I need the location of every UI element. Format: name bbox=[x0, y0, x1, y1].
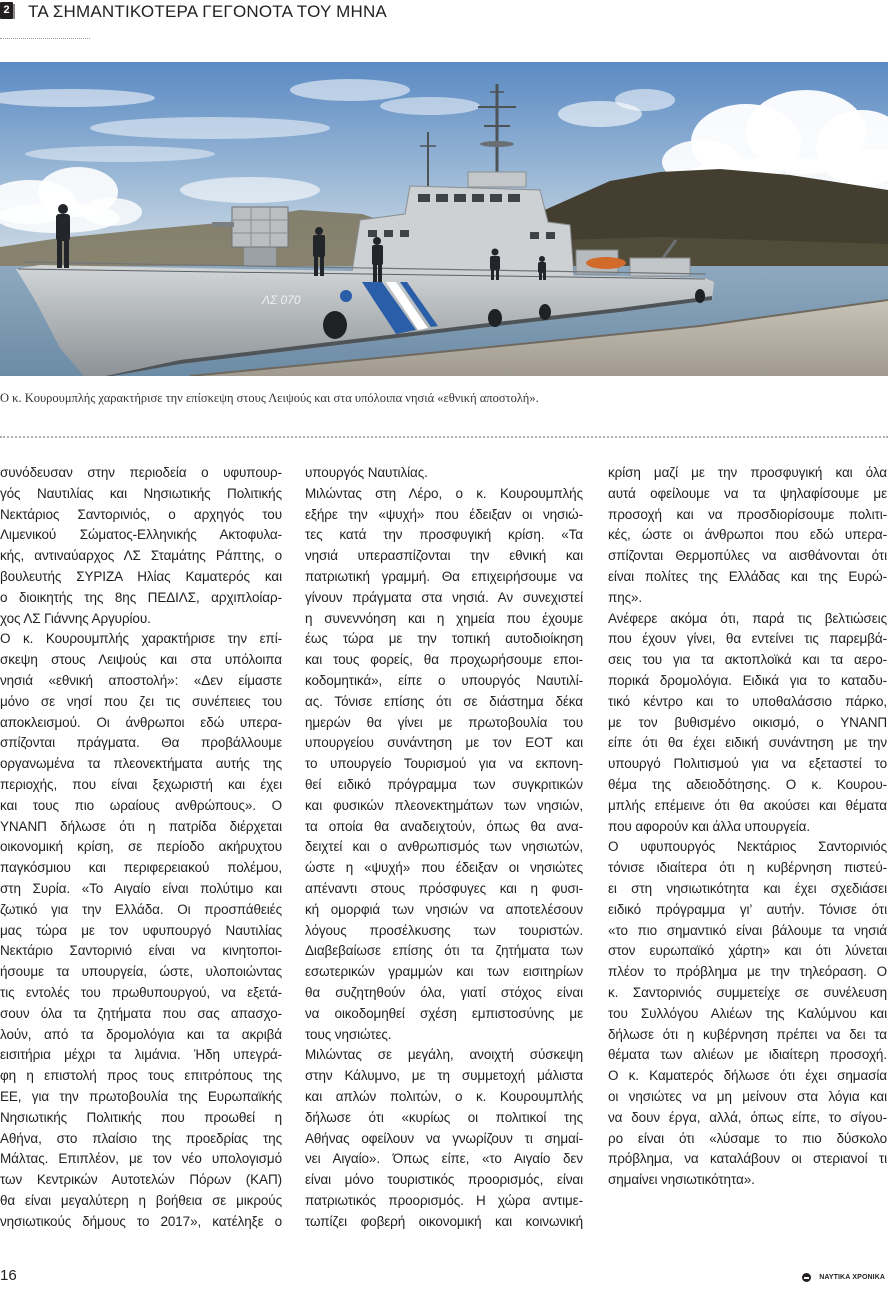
article-text-line: Διαβεβαίωσε επίσης ότι τα ζητήματα των bbox=[305, 943, 583, 959]
article-text-line: σημαίνει νησιωτικότητα». bbox=[608, 1172, 755, 1188]
article-text-line: ρο είναι ότι «λύσαμε το πιο δύσκολο bbox=[608, 1130, 887, 1146]
header-dotted-rule bbox=[0, 38, 90, 39]
article-text-line: που έχουν γίνει, θα εντείνει τις παρεμβά- bbox=[608, 631, 887, 647]
article-text-line: δειχτεί και ο ανθρωπισμός των νησιωτών, bbox=[305, 839, 583, 855]
article-paragraph bbox=[0, 629, 282, 1232]
article-text-line: υπουργός Ναυτιλίας. bbox=[305, 465, 428, 480]
article-text-line: σουν όλα τα ζητήματα που σας απασχο- bbox=[0, 1005, 282, 1021]
article-text-line: του Συλλόγου Αλιέων της Καλύμνου και bbox=[608, 1005, 887, 1021]
article-text-line: εισιτήρια μέχρι τα λιμάνια. Ήδη υπεγρά- bbox=[0, 1047, 282, 1063]
article-text-line: τους νησιώτες. bbox=[305, 1026, 392, 1042]
article-text-line: σκεψη στους Λειψούς και στα υπόλοιπα bbox=[0, 652, 282, 668]
article-text-line: να οικοδομηθεί σχέση εμπιστοσύνης με bbox=[305, 1005, 583, 1021]
article-text-line: φη η επιστολή προς τους επιτρόπους της bbox=[0, 1068, 282, 1084]
dotted-separator bbox=[0, 436, 888, 438]
article-text-line: ήσουμε τα υπουργεία, ώστε, υλοποιώντας bbox=[0, 964, 282, 980]
article-paragraph bbox=[0, 463, 282, 629]
article-text-line: σπίζονται πράγματα. Θα προβάλλουμε bbox=[0, 735, 282, 751]
article-text-line: Μιλώντας σε μεγάλη, ανοιχτή σύσκεψη bbox=[305, 1047, 583, 1063]
article-text-line: νησιωτικούς δήμους το 2017», κατέληξε ο bbox=[0, 1213, 282, 1229]
article-text-line: ειδικό πρόγραμμα γι’ αυτήν. Τόνισε ότι bbox=[608, 901, 887, 917]
article-text-line: σπίζονται Θερμοπύλες να αισθάνονται ότι bbox=[608, 548, 887, 564]
article-text-line: στη Συρία. «Το Αιγαίο είναι πολύτιμο και bbox=[0, 880, 282, 896]
article-text-line: πης». bbox=[608, 589, 643, 605]
article-text-line: και τους φορείς, θα προχωρήσουμε εποι- bbox=[305, 652, 583, 668]
article-text-line: και απλών πολιτών, ο κ. Κουρουμπλής bbox=[305, 1088, 583, 1104]
coast-guard-vessel-photo bbox=[0, 62, 888, 376]
article-text-line: νησιά «εθνική αποστολή»: «Δεν είμαστε bbox=[0, 672, 282, 688]
article-text-line: σεις του για τα ακτοπλοϊκά και τα αερο- bbox=[608, 652, 887, 668]
article-text-line: ει στη νησιωτικότητα και έχει σχεδιάσει bbox=[608, 880, 887, 896]
article-text-line: τόνισε ιδιαίτερα ότι η κυβέρνηση πιστεύ- bbox=[608, 860, 887, 876]
page-number: 16 bbox=[0, 1267, 17, 1284]
article-text-line: και φυσικών πλεονεκτημάτων των νησιών, bbox=[305, 797, 583, 813]
article-text-line: είπε ότι θα έχει ειδική συνάντηση με την bbox=[608, 735, 887, 751]
article-text-line: Νεκτάριος Σαντορινιός, ο αρχηγός του bbox=[0, 506, 282, 522]
article-text-line: βουλευτής ΣΥΡΙΖΑ Ηλίας Καματερός και bbox=[0, 568, 282, 584]
article-text-line: κής, αντιναύαρχος ΛΣ Σταμάτης Ράπτης, ο bbox=[0, 548, 282, 564]
article-text-line: οι νησιώτες να μη μείνουν στα λόγια και bbox=[608, 1088, 887, 1104]
article-text-line: εσωτερικών γραμμών και των εισιτηρίων bbox=[305, 964, 583, 980]
article-photo bbox=[0, 62, 888, 376]
article-text-line: μας τώρα με τον υφυπουργό Ναυτιλίας bbox=[0, 922, 282, 938]
article-text-line: νησιά υπερασπίζονται την εθνική και bbox=[305, 548, 583, 564]
article-text-line: γός Ναυτιλίας και Νησιωτικής Πολιτικής bbox=[0, 485, 282, 501]
article-text-line: ας. Τόνισε επίσης ότι σε διάστημα δέκα bbox=[305, 693, 583, 709]
article-text-line: κ. Σαντορινιός συμμετείχε σε συνέλευση bbox=[608, 984, 887, 1000]
article-text-line: να δουν έργα, αλλά, όπως είπε, το σίγου- bbox=[608, 1109, 887, 1125]
article-text-line: Ο κ. Καματερός δήλωσε ότι έχει σημασία bbox=[608, 1068, 887, 1084]
article-text-line: πρόβλημα, να καταλάβουν οι στεριανοί τι bbox=[608, 1151, 887, 1167]
article-text-line: πλέον το πρόβλημα με την τηλεόραση. Ο bbox=[608, 964, 887, 980]
article-text-line: Αθήνας οφείλουν να γνωρίζουν τι σημαί- bbox=[305, 1130, 583, 1146]
article-text-line: παγκόσμιου και περιφερειακού πολέμου, bbox=[0, 860, 282, 876]
article-text-line: Νησιωτικής Πολιτικής που προωθεί η bbox=[0, 1109, 282, 1125]
article-text-line: δήλωσε ότι η κυβέρνηση πρέπει να δει τα bbox=[608, 1026, 887, 1042]
crew-member bbox=[538, 256, 546, 280]
article-text-line: γίνουν πράγματα στα νησιά. Αν συνεχιστεί bbox=[305, 589, 583, 605]
article-column-2 bbox=[305, 463, 583, 1232]
article-text-line: περιοχής, που είναι ξεχωριστή και έχει bbox=[0, 776, 282, 792]
article-text-line: συνόδευσαν στην περιοδεία ο υφυπουρ- bbox=[0, 465, 282, 480]
article-paragraph bbox=[305, 1045, 583, 1232]
article-text-line: νει Αιγαίο». Όπως είπε, «το Αιγαίο δεν bbox=[305, 1151, 583, 1167]
article-paragraph bbox=[608, 463, 887, 609]
article-text-line: θα συζητηθούν όλα, γιατί στόχος είναι bbox=[305, 984, 583, 1000]
article-text-line: ζωτικό για την Ελλάδα. Οι προσπάθειές bbox=[0, 901, 282, 917]
article-paragraph bbox=[608, 837, 887, 1191]
article-text-line: θέμα της αδειοδότησης. Ο κ. Κουρου- bbox=[608, 776, 887, 792]
publication-logo-icon bbox=[802, 1273, 811, 1282]
article-text-line: Ο κ. Κουρουμπλής χαρακτήρισε την επί- bbox=[0, 631, 282, 647]
article-text-line: είναι μόνο τουριστικός προορισμός, είναι bbox=[305, 1172, 583, 1188]
article-text-line: και τους πιο ωραίους ανθρώπους». Ο bbox=[0, 797, 282, 813]
article-text-line: θέματα των αλιέων με ιδιαίτερη προσοχή. bbox=[608, 1047, 887, 1063]
article-text-line: οικονομική κρίση, σε περίοδο ακήρυχτου bbox=[0, 839, 282, 855]
article-text-line: προσοχή και να προσδιορίσουμε πολιτι- bbox=[608, 506, 887, 522]
article-text-line: των Κεντρικών Αυτοτελών Πόρων (ΚΑΠ) bbox=[0, 1172, 282, 1188]
hull-marking: ΛΣ 070 bbox=[262, 293, 301, 307]
article-text-line: Μιλώντας στη Λέρο, ο κ. Κουρουμπλής bbox=[305, 485, 583, 501]
section-title: ΤΑ ΣΗΜΑΝΤΙΚΟΤΕΡΑ ΓΕΓΟΝΟΤΑ ΤΟΥ ΜΗΝΑ bbox=[28, 2, 387, 21]
article-text-line: δήλωσε ότι «κυρίως οι πολιτικοί της bbox=[305, 1109, 583, 1125]
article-text-line: τα οποία θα αναδειχτούν, όπως θα ανα- bbox=[305, 818, 583, 834]
article-text-line: κρίση μαζί με την προσφυγική και όλα bbox=[608, 465, 887, 480]
article-text-line: πατριωτικός προορισμός. Η χώρα αντιμε- bbox=[305, 1192, 583, 1208]
article-paragraph bbox=[305, 484, 583, 1046]
article-text-line: Νεκτάριο Σαντορινιό είναι να κινητοποι- bbox=[0, 943, 282, 959]
article-text-line: πορικά δρομολόγια. Ειδικά για το καταδυ- bbox=[608, 672, 887, 688]
article-text-line: κοδομητικά», είπε ο υπουργός Ναυτιλί- bbox=[305, 672, 583, 688]
article-text-line: θεί ειδικό πρόγραμμα των συγκριτικών bbox=[305, 776, 583, 792]
article-text-line: υπουργό Πολιτισμού για να εξεταστεί το bbox=[608, 756, 887, 772]
article-text-line: έως τώρα με την τοπική αυτοδιοίκηση bbox=[305, 631, 583, 647]
article-text-line: τις εντολές του πρωθυπουργού, να εξετά- bbox=[0, 984, 282, 1000]
article-text-line: λόγους προσέλκυσης των τουριστών. bbox=[305, 922, 583, 938]
article-text-line: τωπίζει φοβερή οικονομική και κοινωνική bbox=[305, 1213, 583, 1229]
article-text-line: στον ευρωπαϊκό χάρτη» και ότι λύνεται bbox=[608, 943, 887, 959]
article-text-line: ο διοικητής της 8ης ΠΕΔΙΛΣ, αρχιπλοίαρ- bbox=[0, 589, 282, 605]
article-text-line: κή ομορφιά των νησιών να αποτελέσουν bbox=[305, 901, 583, 917]
article-text-line: «το πιο σημαντικό είναι βάλουμε τα νησιά bbox=[608, 922, 887, 938]
article-text-line: απέναντι στους πρόσφυγες και η φυσι- bbox=[305, 880, 583, 896]
article-text-line: ώστε η «ψυχή» που έδειξαν οι νησιώτες bbox=[305, 860, 583, 876]
article-text-line: πατριωτική γραμμή. Θα επιχειρήσουμε να bbox=[305, 568, 583, 584]
article-text-line: που αφορούν και άλλα υπουργεία. bbox=[608, 818, 810, 834]
article-text-line: λούν, από τα δρομολόγια και τα ακριβά bbox=[0, 1026, 282, 1042]
article-column-1 bbox=[0, 463, 282, 1232]
article-text-line: Ο υφυπουργός Νεκτάριος Σαντορινιός bbox=[608, 839, 887, 855]
article-text-line: μπλής επέμεινε ότι θα ακούσει και θέματα bbox=[608, 797, 887, 813]
article-text-line: ημερών θα γίνει με πρωτοβουλία του bbox=[305, 714, 583, 730]
article-text-line: το υπουργείο Τουρισμού για να εκπονη- bbox=[305, 756, 583, 772]
article-text-line: τες κατά την προσφυγική κρίση. «Τα bbox=[305, 527, 583, 543]
article-text-line: στην Κάλυμνο, με τη συμμετοχή μάλιστα bbox=[305, 1068, 583, 1084]
article-text-line: η συνεννόηση και η χημεία που έχουμε bbox=[305, 610, 583, 626]
article-text-line: χος ΛΣ Γιάννης Αργυρίου. bbox=[0, 610, 151, 626]
article-text-line: είναι πολίτες της Ελλάδας και της Ευρώ- bbox=[608, 568, 887, 584]
article-text-line: κές, ώστε οι άνθρωποι που εδώ υπερα- bbox=[608, 527, 887, 543]
photo-caption: Ο κ. Κουρουμπλής χαρακτήρισε την επίσκεψη στους Λειψούς και στα υπόλοιπα νησιά «εθνική αποστολή». bbox=[0, 391, 539, 405]
article-text-line: υπουργείου συνάντηση με τον ΕΟΤ και bbox=[305, 735, 583, 751]
article-paragraph bbox=[608, 609, 887, 838]
article-text-line: Ανέφερε ακόμα ότι, παρά τις βελτιώσεις bbox=[608, 610, 887, 626]
publication-name: ΝΑΥΤΙΚΑ ΧΡΟΝΙΚΑ bbox=[819, 1274, 885, 1281]
article-text-line: Μάλτας. Επιπλέον, με τον νέο υπολογισμό bbox=[0, 1151, 282, 1167]
article-text-line: θα είναι μεγαλύτερη η βοήθεια σε μικρούς bbox=[0, 1192, 282, 1208]
article-text-line: Λιμενικού Σώματος-Ελληνικής Ακτοφυλα- bbox=[0, 527, 282, 543]
article-text-line: ΕΕ, για την πρωτοβουλία της Ευρωπαϊκής bbox=[0, 1088, 282, 1104]
article-text-line: μόνο σε νησί που ζει τις συνέπειες του bbox=[0, 693, 282, 709]
article-text-line: οργανωμένα τα πλεονεκτήματα αυτής της bbox=[0, 756, 282, 772]
article-text-line: εξήρε την «ψυχή» που έδειξαν οι νησιώ- bbox=[305, 506, 583, 522]
article-column-3 bbox=[608, 463, 887, 1191]
article-text-line: αποκλεισμού. Οι άνθρωποι εδώ υπερα- bbox=[0, 714, 282, 730]
section-number-icon: 2 bbox=[0, 2, 13, 19]
article-text-line: με τον βυθισμένο οικισμό, ο ΥΝΑΝΠ bbox=[608, 714, 887, 730]
life-raft bbox=[586, 257, 626, 269]
article-text-line: τικό κέντρο και το υποθαλάσσιο πάρκο, bbox=[608, 693, 887, 709]
article-text-line: αυτά οφείλουμε να τα ψηλαφίσουμε με bbox=[608, 485, 887, 501]
article-paragraph bbox=[305, 463, 583, 484]
article-text-line: ΥΝΑΝΠ δήλωσε ότι η πατρίδα διέρχεται bbox=[0, 818, 282, 834]
coast-guard-emblem-icon bbox=[340, 290, 352, 302]
article-text-line: Αθήνα, στο πλαίσιο της προεδρίας της bbox=[0, 1130, 282, 1146]
